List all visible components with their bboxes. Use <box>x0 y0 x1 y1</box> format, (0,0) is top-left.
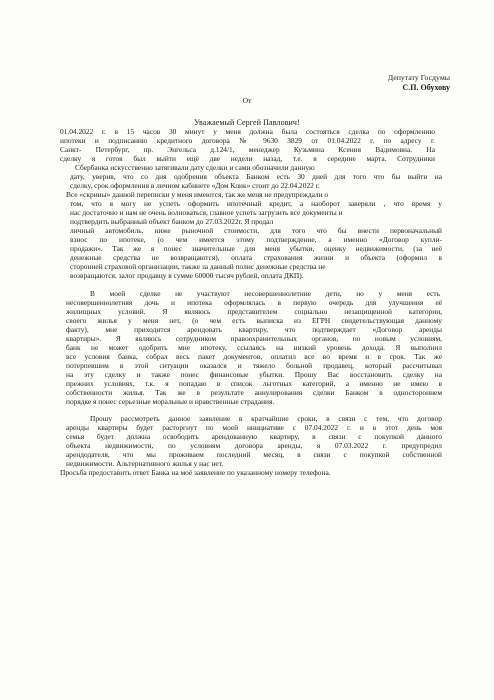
body-line: недвижимости. Альтернативного жилья у нас нет. <box>66 459 224 468</box>
body-line: сделку, срок оформления в личном кабинете «Дом Клик» стоит до 22.04.2022 г. <box>70 181 320 190</box>
body-line: личный автомобиль, ниже рыночной стоимости, для того что бы внести первоначальный <box>70 226 442 235</box>
body-line: собственности жилья. Так же в результате аннулирования сделки Банком в одностороннем <box>66 388 442 397</box>
body-line: продажи». Так же я понес значительные для меня убытки, оценку недвижимости, (за неё <box>70 244 442 253</box>
body-line: аренды квартиры будет расторгнут по моей инициативе с 07.04.2022 г. и в этот день моя <box>66 423 442 432</box>
body-line: Прошу рассмотреть данное заявление в кратчайшие сроки, в связи с тем, что договор <box>90 414 442 423</box>
body-line: сделку я готов был выйти ещё две недели назад, т.е. в середине марта. Сотрудники <box>60 154 435 163</box>
body-line: возвращаются, залог продавцу в сумме 60000 тысяч рублей, оплата ДКП). <box>70 271 304 280</box>
body-line: квартиры». Я являюсь сотрудником правоохранительных органов, по новым условиям, <box>66 334 442 343</box>
body-line: семья будет должна освободить арендованную квартиру, в связи с покупкой данного <box>66 432 442 441</box>
body-line: Просьба предоставить ответ Банка на моё заявление по указанному номеру телефона. <box>60 468 331 477</box>
body-line: том, что я могу не успеть оформить ипотечный кредит, а наоборот заверяли , что время у <box>70 199 442 208</box>
body-line: прежних условиях, т.к. я попадаю в список льготных категорий, а именно не имею в <box>66 379 442 388</box>
body-line: Санкт- Петербург, пр. Энгельса д.124/1, менеджер Кузьмина Ксения Вадимовна. На <box>60 145 435 154</box>
recipient-block <box>388 73 450 93</box>
body-line: потерпевшим в этой ситуации оказался и тяжело больной продавец, который рассчитывал <box>66 361 442 370</box>
body-line: сторонней страховой организации, также за данный полис денежные средства не <box>70 262 326 271</box>
salutation: Уважаемый Сергей Павлович! <box>194 118 300 127</box>
body-line: Все «скрины» данной переписки у меня имеются, так же меня не предупреждали о <box>66 190 329 199</box>
body-line: своего жилья у меня нет, (о чем есть выписка из ЕГРН свидетельствующая данному <box>66 316 442 325</box>
body-line: дату, уверив, что со дня одобрения объекта Банком есть 30 дней для того что бы выйти на <box>70 172 442 181</box>
body-line: Сбербанка искусственно затягивали дату сделки и сами обозначили данную <box>75 163 315 172</box>
body-line: ипотеки и подписанию кредитного договора № 9630 3829 от 01.04.2022 г. по адресу г. <box>60 136 435 145</box>
body-line: объекта недвижимости, по условиям договора аренды, я 07.03.2022 г. предупредил <box>66 441 442 450</box>
body-line: арендодателя, что мы проживаем последний месяц, в связи с покупкой собственной <box>66 450 442 459</box>
recipient-title: Депутату Госдумы <box>387 73 450 82</box>
body-line: банк не может одобрить мне ипотеку, ссылаясь на низкий уровень дохода. Я выполнил <box>66 343 442 352</box>
body-line: 01.04.2022 г. в 15 часов 30 минут у меня должна была состояться сделка по оформлению <box>60 127 435 136</box>
body-line: на эту сделку и также понес финансовые убытки. Прошу Вас восстановить сделку на <box>66 370 442 379</box>
body-line: несовершеннолетняя дочь и ипотека оформлялась в первую очередь для улучшения её <box>66 298 442 307</box>
body-line: порядке я понес серьезные моральные и нравственные страдания. <box>66 397 275 406</box>
body-line: взнос по ипотеке, (о чем имеется этому подтверждение, а именно «Договор купли- <box>70 235 442 244</box>
body-line: жилищных условий. Я являюсь представителем социально незащищенной категории, <box>66 307 442 316</box>
body-line: все условия банка, собрал весь пакет документов, оплатил все во время и в срок. Так же <box>66 352 442 361</box>
recipient-name: С.П. Обухову <box>402 83 450 92</box>
body-line: В моей сделке не участвуют несовершеннолетние дети, но у меня есть <box>90 289 440 298</box>
body-line: денежные средства не возвращаются), оплата страхования жизни и объекта (оформил в <box>70 253 442 262</box>
from-label: От <box>242 96 252 105</box>
body-line: нас достаточно и нам не очень волноваться, главное успеть загрузить все документы и <box>70 208 343 217</box>
body-line: подтвердить выбранный объект банком до 27.03.2022г. Я продал <box>70 217 274 226</box>
body-line: факту), мне приходится арендовать квартиру, что подтверждает «Договор аренды <box>66 325 442 334</box>
